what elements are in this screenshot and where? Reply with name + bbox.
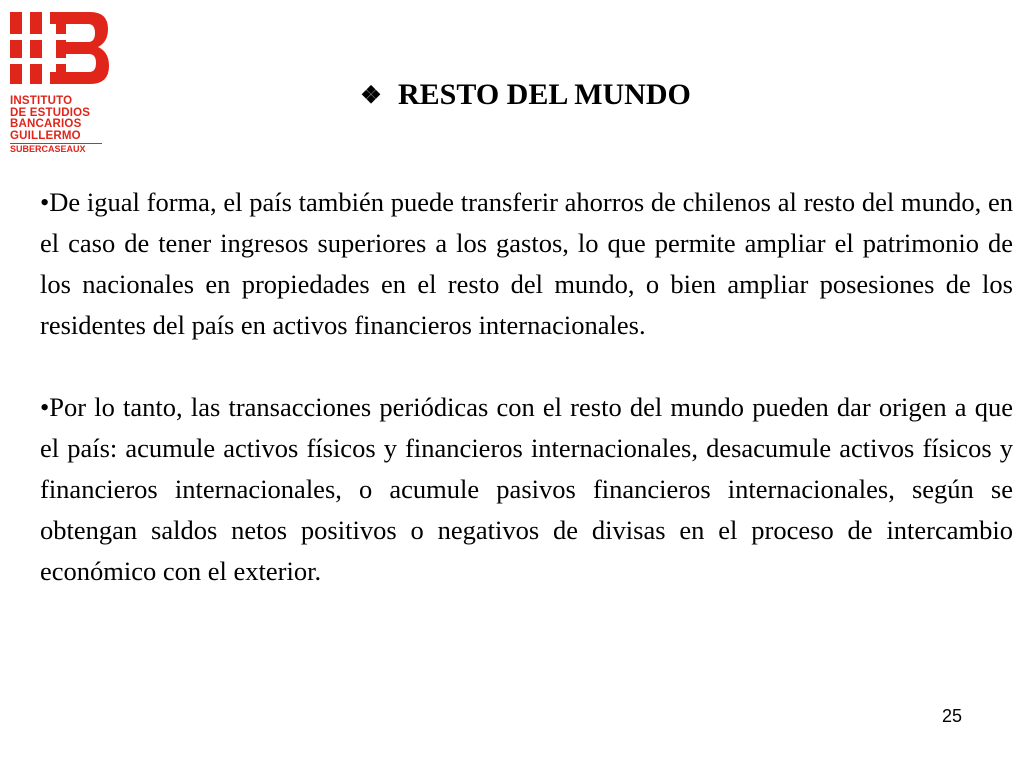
logo-mark-icon (10, 12, 110, 92)
logo-line-2: DE ESTUDIOS (10, 106, 91, 119)
institute-logo (10, 12, 110, 162)
logo-line-4: GUILLERMO (10, 129, 81, 142)
slide-body (40, 182, 1013, 592)
slide-title (358, 78, 691, 112)
paragraph-1: •De igual forma, el país también puede transferir ahorros de chilenos al resto del mundo, en el caso de tener ingresos superiores a los gastos, lo que permite ampliar el patrimonio de los nacionales en propiedades en el resto del mundo, o bien ampliar posesiones de los residentes del país en activos financieros internacionales. (40, 187, 1013, 340)
paragraph-2: •Por lo tanto, las transacciones periódicas con el resto del mundo pueden dar origen a que el país: acumule activos físicos y financieros internacionales, desacumule activos físicos y financieros internacionales, o acumule pasivos financieros internacionales, según se obtengan saldos netos positivos o negativos de divisas en el proceso de intercambio económico con el exterior. (40, 392, 1013, 586)
logo-text (10, 96, 110, 154)
logo-line-1: INSTITUTO (10, 95, 73, 107)
logo-line-3: BANCARIOS (10, 118, 82, 130)
diamond-bullet-icon: ❖ (360, 82, 382, 109)
slide-title-text: RESTO DEL MUNDO (398, 78, 691, 111)
logo-line-5: SUBERCASEAUX (10, 144, 86, 154)
page-number: 25 (941, 706, 962, 726)
